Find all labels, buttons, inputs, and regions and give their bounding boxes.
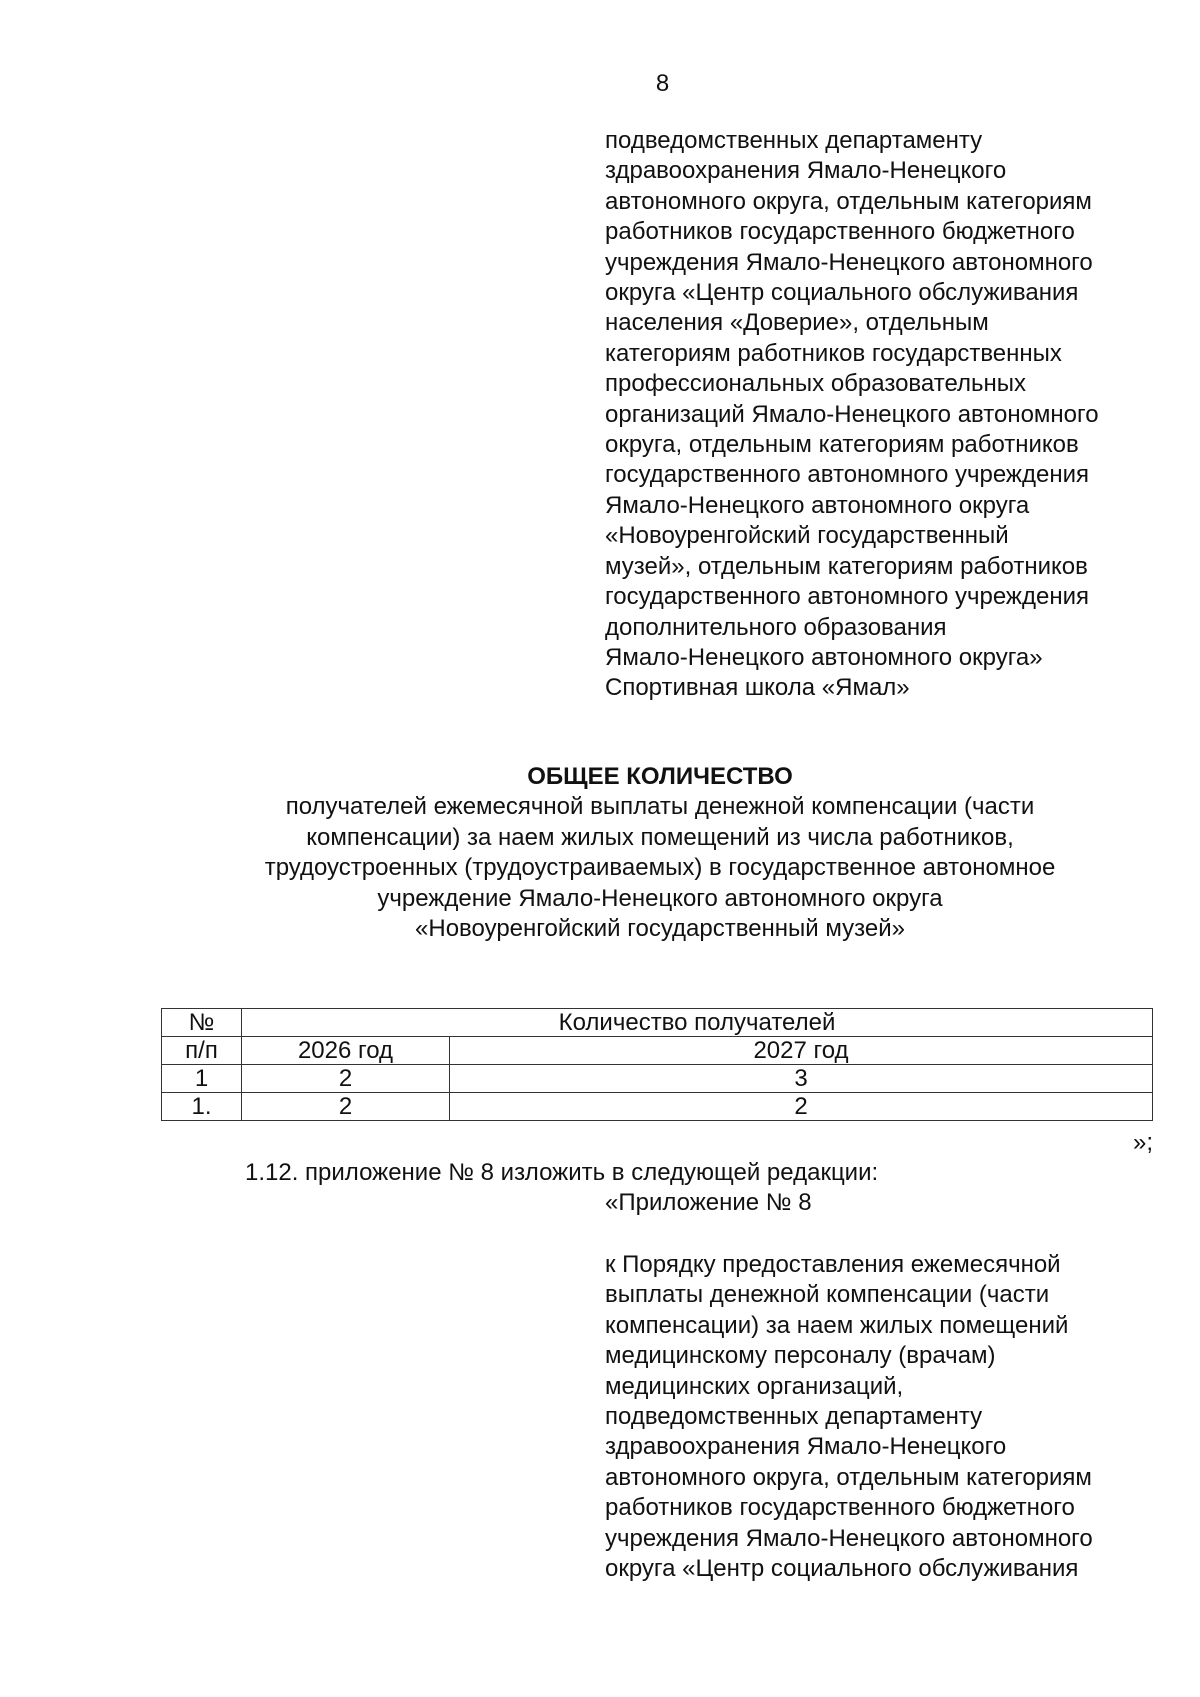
header-line: медицинских организаций, xyxy=(605,1372,904,1400)
header-cell-group: Количество получателей xyxy=(242,1009,1153,1037)
header-line: учреждения Ямало-Ненецкого автономного xyxy=(605,1524,1093,1552)
header-line: организаций Ямало-Ненецкого автономного xyxy=(605,400,1099,428)
header-line: работников государственного бюджетного xyxy=(605,1494,1075,1522)
header-line: дополнительного образования xyxy=(605,613,947,641)
cell-2027: 2 xyxy=(450,1093,1153,1121)
header-line: музей», отдельным категориям работников xyxy=(605,552,1088,580)
header-line: учреждения Ямало-Ненецкого автономного xyxy=(605,248,1093,276)
header-cell-2027: 2027 год xyxy=(450,1037,1153,1065)
header-line: округа, отдельным категориям работников xyxy=(605,431,1079,459)
table-row xyxy=(162,1093,1153,1121)
title-heading: ОБЩЕЕ КОЛИЧЕСТВО xyxy=(527,763,793,790)
header-line: автономного округа, отдельным категориям xyxy=(605,187,1092,215)
appendix-header xyxy=(605,1250,1165,1584)
cell-no: 1 xyxy=(162,1065,242,1093)
header-cell-no-sub: п/п xyxy=(162,1037,242,1065)
header-line: Ямало-Ненецкого автономного округа xyxy=(605,491,1030,519)
header-line: автономного округа, отдельным категориям xyxy=(605,1463,1092,1491)
header-line: работников государственного бюджетного xyxy=(605,218,1075,246)
header-line: Ямало-Ненецкого автономного округа» xyxy=(605,643,1043,671)
header-line: медицинскому персоналу (врачам) xyxy=(605,1342,996,1370)
header-line: профессиональных образовательных xyxy=(605,370,1027,398)
header-line: подведомственных департаменту xyxy=(605,127,983,154)
table-header-row xyxy=(162,1009,1153,1037)
header-line: компенсации) за наем жилых помещений xyxy=(605,1311,1069,1339)
header-line: подведомственных департаменту xyxy=(605,1403,983,1431)
header-line: здравоохранения Ямало-Ненецкого xyxy=(605,1433,1007,1461)
header-line: выплаты денежной компенсации (части xyxy=(605,1281,1050,1309)
table-header-row xyxy=(162,1037,1153,1065)
header-cell-2026: 2026 год xyxy=(242,1037,450,1065)
recipients-table xyxy=(161,1008,1153,1121)
header-line: округа «Центр социального обслуживания xyxy=(605,279,1079,307)
title-line: компенсации) за наем жилых помещений из числа работников, xyxy=(306,823,1014,851)
header-line: государственного автономного учреждения xyxy=(605,583,1089,611)
document-title xyxy=(160,762,1160,944)
cell-no: 1. xyxy=(162,1093,242,1121)
cell-2026: 2 xyxy=(242,1065,450,1093)
page-number: 8 xyxy=(655,70,670,97)
header-line: округа «Центр социального обслуживания xyxy=(605,1555,1079,1583)
header-line: населения «Доверие», отдельным xyxy=(605,309,989,337)
header-cell-no: № xyxy=(162,1009,242,1037)
cell-2026: 2 xyxy=(242,1093,450,1121)
header-line: здравоохранения Ямало-Ненецкого xyxy=(605,157,1007,185)
header-line: категориям работников государственных xyxy=(605,339,1062,367)
cell-2027: 3 xyxy=(450,1065,1153,1093)
header-line: к Порядку предоставления ежемесячной xyxy=(605,1251,1061,1278)
header-line: Спортивная школа «Ямал» xyxy=(605,674,910,702)
title-line: учреждение Ямало-Ненецкого автономного округа xyxy=(377,884,943,912)
table-row xyxy=(162,1065,1153,1093)
amendment-paragraph: 1.12. приложение № 8 изложить в следующей редакции: xyxy=(245,1159,879,1186)
header-line: «Новоуренгойский государственный xyxy=(605,522,1009,550)
header-line: государственного автономного учреждения xyxy=(605,461,1089,489)
appendix-label: «Приложение № 8 xyxy=(605,1189,812,1216)
closing-quote: »; xyxy=(1132,1129,1153,1156)
appendix-header-continued xyxy=(605,126,1165,704)
title-line: получателей ежемесячной выплаты денежной компенсации (части xyxy=(285,793,1035,821)
title-line: трудоустроенных (трудоустраиваемых) в государственное автономное xyxy=(264,854,1056,882)
title-line: «Новоуренгойский государственный музей» xyxy=(415,915,905,943)
